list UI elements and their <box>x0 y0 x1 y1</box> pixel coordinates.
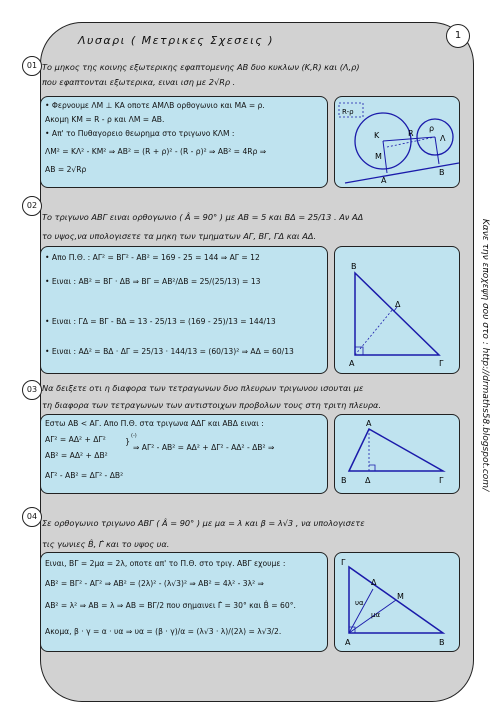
svg-text:B: B <box>439 638 445 647</box>
svg-text:R-ρ: R-ρ <box>342 108 354 116</box>
svg-text:μα: μα <box>371 611 381 619</box>
svg-text:Γ: Γ <box>439 476 444 485</box>
page-number: 1 <box>446 24 470 48</box>
problem-03-question: Να δειξετε οτι η διαφορα των τετραγωνων δυο πλευρων τριγωνου ισουται με τη διαφορα των τετραγωνων των αντιστοιχων προβολων τους στη τριτη πλευρα. <box>42 383 382 410</box>
problem-03-figure <box>334 414 460 494</box>
svg-text:M: M <box>375 152 382 161</box>
svg-text:Δ: Δ <box>365 476 371 485</box>
svg-text:R: R <box>408 129 414 138</box>
problem-02-figure <box>334 246 460 374</box>
problem-number-04: 04 <box>22 507 42 527</box>
svg-text:B: B <box>341 476 347 485</box>
problem-01-question: Το μηκος της κοινης εξωτερικης εφαπτομενης ΑΒ δυο κυκλων (Κ,R) και (Λ,ρ) που εφαπτονται εξωτερικα, ειναι ιση με 2√Rρ . <box>42 62 360 87</box>
svg-text:B: B <box>439 168 445 177</box>
svg-text:M: M <box>397 592 404 601</box>
problem-01-figure <box>334 96 460 188</box>
problem-number-03: 03 <box>22 380 42 400</box>
svg-text:A: A <box>349 359 355 368</box>
problem-01-solution: • Φερνουμε ΛΜ ⊥ ΚΑ οποτε ΑΜΛΒ ορθογωνιο και ΜΑ = ρ. Ακομη ΚΜ = R - ρ και ΛΜ = ΑΒ. • Απ' το Πυθαγορειο θεωρημα στο τριγωνο ΚΛΜ : ΛΜ² = ΚΛ² - ΚΜ² ⇒ ΑΒ² = (R + ρ)² - (R - ρ)² ⇒ ΑΒ² = 4Rρ ⇒ ΑΒ = 2√Rρ <box>40 96 328 188</box>
side-note: Κανε την εποχεψη σου στο : http://drmaths58.blogspot.com/ <box>480 218 490 492</box>
svg-text:Γ: Γ <box>341 558 346 567</box>
problem-04-figure <box>334 552 460 652</box>
problem-02-solution: • Απο Π.Θ. : ΑΓ² = ΒΓ² - ΑΒ² = 169 - 25 = 144 ⇒ ΑΓ = 12 • Ειναι : ΑΒ² = ΒΓ · ΔΒ ⇒ ΒΓ = ΑΒ²/ΔΒ = 25/(25/13) = 13 • Ειναι : ΓΔ = ΒΓ - ΒΔ = 13 - 25/13 = (169 - 25)/13 = 144/13 • Ειναι : ΑΔ² = ΒΔ · ΔΓ = 25/13 · 144/13 = (60/13)² ⇒ ΑΔ = 60/13 <box>40 246 328 374</box>
svg-text:A: A <box>381 176 387 185</box>
svg-text:Γ: Γ <box>439 359 444 368</box>
svg-text:K: K <box>374 131 380 140</box>
problem-number-02: 02 <box>22 196 42 216</box>
problem-number-01: 01 <box>22 56 42 76</box>
svg-text:Δ: Δ <box>395 300 401 309</box>
page-title: Λυσαρι ( Μετρικες Σχεσεις ) <box>78 34 275 47</box>
problem-03-solution: Εστω ΑΒ < ΑΓ. Απο Π.Θ. στα τριγωνα ΑΔΓ και ΑΒΔ ειναι : ΑΓ² = ΑΔ² + ΔΓ² ΑΒ² = ΑΔ² + ΔΒ² } (-) ⇒ ΑΓ² - ΑΒ² = ΑΔ² + ΔΓ² - ΑΔ² - ΔΒ² ⇒ ΑΓ² - ΑΒ² = ΔΓ² - ΔΒ² <box>40 414 328 494</box>
svg-text:A: A <box>366 419 372 428</box>
problem-04-question: Σε ορθογωνιο τριγωνο ΑΒΓ ( Â = 90° ) με μα = λ και β = λ√3 , να υπολογισετε τις γωνιες B̂, Γ̂ και το υψος υα. <box>42 518 365 549</box>
svg-text:Λ: Λ <box>440 134 446 143</box>
problem-02-question: Το τριγωνο ΑΒΓ ειναι ορθογωνιο ( Â = 90° ) με ΑΒ = 5 και ΒΔ = 25/13 . Αν ΑΔ το υψος,να υπολογισετε τα μηκη των τμηματων ΑΓ, ΒΓ, ΓΔ και ΑΔ. <box>42 212 364 241</box>
svg-text:A: A <box>345 638 351 647</box>
svg-text:ρ: ρ <box>429 124 435 133</box>
svg-text:Δ: Δ <box>371 578 377 587</box>
problem-04-solution: Ειναι, ΒΓ = 2μα = 2λ, οποτε απ' το Π.Θ. στο τριγ. ΑΒΓ εχουμε : ΑΒ² = ΒΓ² - ΑΓ² ⇒ ΑΒ² = (2λ)² - (λ√3)² ⇒ ΑΒ² = 4λ² - 3λ² ⇒ ΑΒ² = λ² ⇒ ΑΒ = λ ⇒ ΑΒ = ΒΓ/2 που σημαινει Γ̂ = 30° και B̂ = 60°. Ακομα, β · γ = α · υα ⇒ υα = (β · γ)/α = (λ√3 · λ)/(2λ) = λ√3/2. <box>40 552 328 652</box>
svg-text:υα: υα <box>355 599 364 607</box>
svg-text:B: B <box>351 262 357 271</box>
